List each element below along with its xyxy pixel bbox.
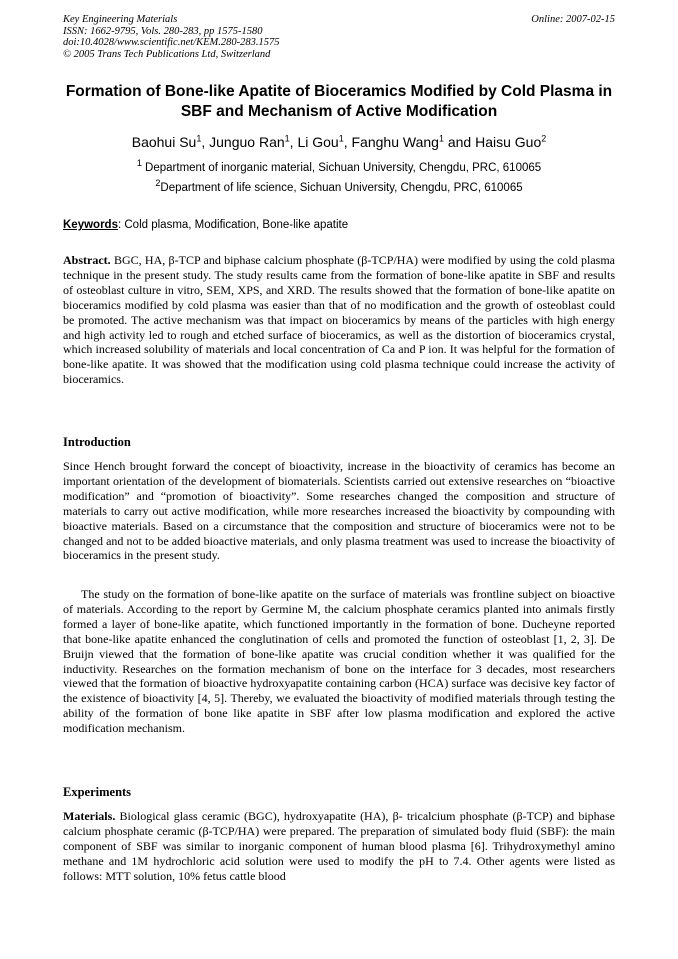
author: Fanghu Wang [351,134,439,150]
author-affil-mark: 1 [438,133,444,144]
keywords-text: Cold plasma, Modification, Bone-like apatite [124,219,349,231]
affiliation-text: Department of life science, Sichuan University, Chengdu, PRC, 610065 [160,182,523,194]
author: Haisu Guo [475,134,542,150]
keywords-label: Keywords [63,219,118,231]
journal-header [63,14,615,60]
affiliation-text: Department of inorganic material, Sichuan University, Chengdu, PRC, 610065 [145,162,542,174]
author-separator: , [289,134,298,150]
journal-issn: ISSN: 1662-9795, Vols. 280-283, pp 1575-1580 [63,25,263,37]
author-affil-mark: 1 [196,133,202,144]
author: Li Gou [297,134,339,150]
author-separator: , [201,134,210,150]
section-heading-experiments: Experiments [63,785,132,799]
journal-name: Key Engineering Materials [63,14,178,25]
keywords-colon: : [117,219,122,231]
keywords [63,218,615,232]
affiliation [63,158,615,175]
online-date: Online: 2007-02-15 [531,14,615,25]
materials-paragraph [63,809,615,884]
journal-doi: doi:10.4028/www.scientific.net/KEM.280-283.1575 [63,37,280,48]
author: Junguo Ran [209,134,285,150]
abstract-label: Abstract. [63,253,111,267]
author-separator: and [443,134,476,150]
affiliation [63,178,615,195]
affiliation-mark: 2 [155,178,161,189]
author: Baohui Su [131,134,197,150]
paper-title: Formation of Bone-like Apatite of Bioceramics Modified by Cold Plasma in SBF and Mechanism of Active Modification [65,83,613,120]
abstract-text: BGC, HA, β-TCP and biphase calcium phosphate (β-TCP/HA) were modified by using the cold plasma technique in the present study. The study results came from the formation of bone-like apatite in SBF and results of osteoblast culture in vitro, SEM, XPS, and XRD. The results showed that the formation of bone-like apatite on bioceramics modified by cold plasma was easier than that of no modification and the growth of osteoblast could be promoted. The active mechanism was that impact on bioceramics by means of the particles with high energy and high activity led to rough and etched surface of bioceramics, as well as the distortion of bioceramics crystal, which increased solubility of materials and local concentration of Ca and P ion. It was helpful for the formation of bone-like apatite. It was showed that the modification using cold plasma technique could increase the activity of bioceramics. [63,253,616,387]
author-list [63,133,615,151]
author-affil-mark: 2 [541,133,547,144]
affiliation-mark: 1 [136,158,142,169]
introduction-paragraph-2: The study on the formation of bone-like apatite on the surface of materials was frontline subject on bioactive of materials. According to the report by Germine M, the calcium phosphate ceramics planted into animals firstly formed a layer of bone-like apatite, which functioned importantly in the formation of bone. Ducheyne reported that bone-like apatite enhanced the conglutination of cells and promoted the function of osteoblast [1, 2, 3]. De Bruijn viewed that the formation of bone-like apatite was crucial condition whether it was qualified for the inductivity. Researches on the formation mechanism of bone on the interface for 3 decades, most researchers viewed that the formation of bioactive hydroxyapatite containing carbon (HCA) surface was decisive key factor of the existence of bioactivity [4, 5]. Thereby, we evaluated the bioactivity of modified materials through testing the ability of the formation of bone like apatite in SBF after low plasma modification and explored the active modification mechanism. [63,587,615,736]
author-affil-mark: 1 [284,133,290,144]
introduction-paragraph-1: Since Hench brought forward the concept of bioactivity, increase in the bioactivity of ceramics has become an important orientation of the development of biomaterials. Scientists carried out extensive researches on “bioactive modification” and “promotion of bioactivity”. Some researches changed the composition and structure of materials to carry out active modification, while more researches increased the bioactivity by compounding with bioactive materials. Based on a circumstance that the composition and structure of bioceramics were not to be changed and not to be added bioactive materials, and only plasma treatment was used to increase the bioactivity of bioceramics in the present study. [63,459,615,563]
author-affil-mark: 1 [338,133,344,144]
materials-text: Biological glass ceramic (BGC), hydroxyapatite (HA), β- tricalcium phosphate (β-TCP) and biphase calcium phosphate ceramic (β-TCP/HA) were prepared. The preparation of simulated body fluid (SBF): the main component of SBF was similar to inorganic component of human blood plasma [6]. Trihydroxymethyl amino methane and 1M hydrochloric acid solution were used to modify the pH to 7.4. Other agents were listed as follows: MTT solution, 10% fetus cattle blood [63,809,616,883]
journal-copyright: © 2005 Trans Tech Publications Ltd, Switzerland [63,48,271,60]
author-separator: , [343,134,352,150]
materials-label: Materials. [63,809,116,823]
section-heading-introduction: Introduction [63,435,131,449]
abstract [63,253,615,387]
